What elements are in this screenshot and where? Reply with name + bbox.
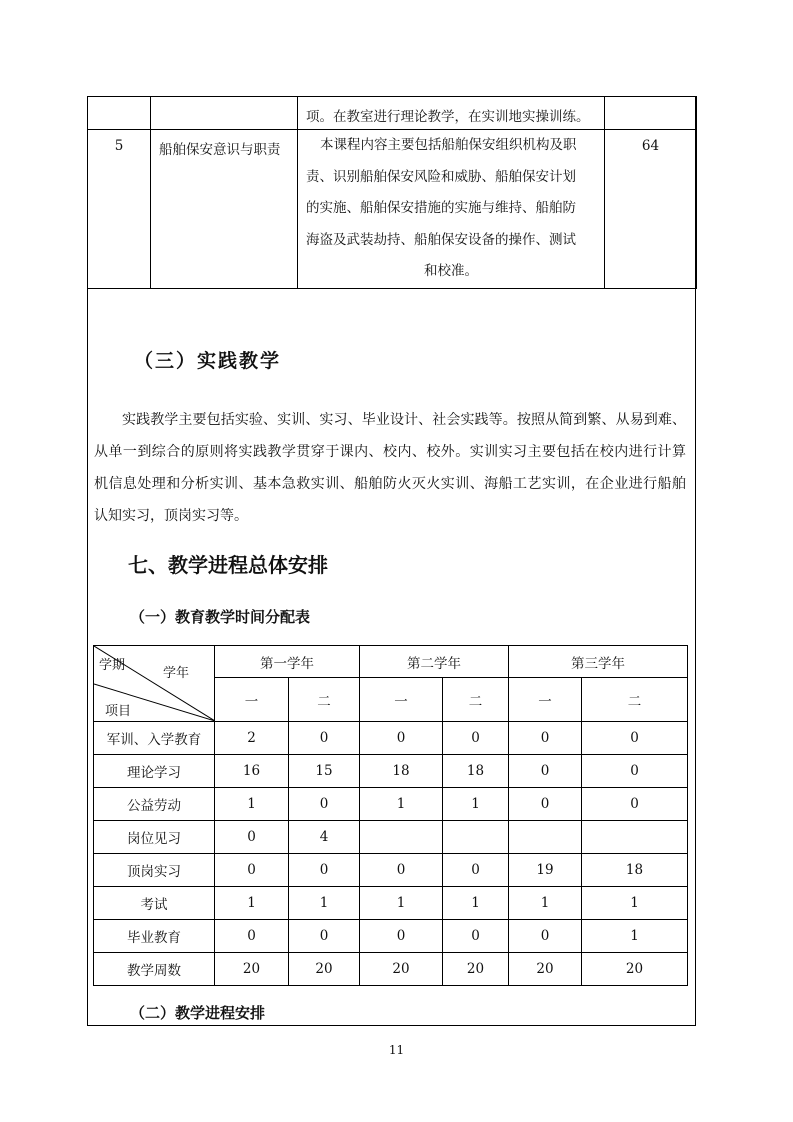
table-header-row bbox=[94, 646, 688, 678]
table-cell: 2 bbox=[215, 722, 289, 755]
table-cell: 20 bbox=[215, 953, 289, 986]
course-name bbox=[151, 97, 298, 130]
table-cell: 20 bbox=[509, 953, 582, 986]
table-cell: 4 bbox=[289, 821, 360, 854]
year-header: 第三学年 bbox=[509, 646, 688, 678]
table-row bbox=[88, 130, 697, 289]
table-cell: 1 bbox=[360, 788, 443, 821]
year-header: 第二学年 bbox=[360, 646, 509, 678]
table-cell: 1 bbox=[289, 887, 360, 920]
table-row bbox=[94, 953, 688, 986]
table-cell: 1 bbox=[443, 788, 509, 821]
table-cell bbox=[360, 821, 443, 854]
row-label: 岗位见习 bbox=[94, 821, 215, 854]
table-row bbox=[94, 788, 688, 821]
table-cell: 0 bbox=[360, 854, 443, 887]
desc-line: 本课程内容主要包括船舶保安组织机构及职 bbox=[320, 137, 577, 153]
corner-year-label: 学年 bbox=[163, 666, 190, 681]
desc-line: 和校准。 bbox=[424, 263, 478, 280]
diagonal-header-cell bbox=[94, 646, 215, 722]
table-row bbox=[94, 821, 688, 854]
table-cell: 1 bbox=[360, 887, 443, 920]
table-cell: 0 bbox=[509, 788, 582, 821]
year-header: 第一学年 bbox=[215, 646, 360, 678]
course-table bbox=[87, 96, 697, 289]
table-cell: 0 bbox=[215, 920, 289, 953]
table-cell: 0 bbox=[582, 722, 688, 755]
table-cell: 1 bbox=[443, 887, 509, 920]
table-row bbox=[94, 920, 688, 953]
term-header: 二 bbox=[443, 678, 509, 722]
table-row bbox=[94, 722, 688, 755]
table-cell: 0 bbox=[289, 920, 360, 953]
corner-term-label: 学期 bbox=[99, 658, 126, 673]
table-cell: 1 bbox=[582, 920, 688, 953]
table-cell: 0 bbox=[509, 722, 582, 755]
table-cell: 0 bbox=[582, 788, 688, 821]
table-cell: 19 bbox=[509, 854, 582, 887]
table-cell bbox=[509, 821, 582, 854]
table-cell: 1 bbox=[215, 788, 289, 821]
row-label: 顶岗实习 bbox=[94, 854, 215, 887]
table-cell: 18 bbox=[582, 854, 688, 887]
subsection-heading: （一）教育教学时间分配表 bbox=[130, 608, 311, 626]
table-cell bbox=[582, 821, 688, 854]
term-header: 二 bbox=[289, 678, 360, 722]
table-cell: 0 bbox=[215, 821, 289, 854]
time-allocation-table bbox=[93, 645, 688, 986]
section-heading: 七、教学进程总体安排 bbox=[128, 553, 328, 577]
paragraph-line: 实践教学主要包括实验、实训、实习、毕业设计、社会实践等。按照从简到繁、从易到难、 bbox=[122, 412, 686, 428]
table-cell bbox=[443, 821, 509, 854]
table-row bbox=[94, 887, 688, 920]
table-cell: 20 bbox=[289, 953, 360, 986]
table-cell: 0 bbox=[289, 854, 360, 887]
corner-item-label: 项目 bbox=[105, 704, 132, 719]
table-cell: 18 bbox=[360, 755, 443, 788]
table-cell: 0 bbox=[509, 755, 582, 788]
table-cell: 0 bbox=[443, 920, 509, 953]
table-cell: 1 bbox=[509, 887, 582, 920]
course-desc bbox=[298, 130, 605, 289]
course-desc bbox=[298, 97, 605, 130]
table-cell: 1 bbox=[582, 887, 688, 920]
table-cell: 0 bbox=[360, 920, 443, 953]
table-row bbox=[94, 755, 688, 788]
paragraph-line: 机信息处理和分析实训、基本急救实训、船舶防火灭火实训、海船工艺实训，在企业进行船舶 bbox=[94, 476, 686, 492]
table-cell: 0 bbox=[509, 920, 582, 953]
table-cell: 0 bbox=[443, 722, 509, 755]
term-header: 一 bbox=[215, 678, 289, 722]
row-label: 公益劳动 bbox=[94, 788, 215, 821]
paragraph-line: 认知实习，顶岗实习等。 bbox=[94, 508, 248, 524]
table-cell: 0 bbox=[215, 854, 289, 887]
table-cell: 0 bbox=[360, 722, 443, 755]
row-label: 理论学习 bbox=[94, 755, 215, 788]
desc-line: 海盗及武装劫持、船舶保安设备的操作、测试 bbox=[306, 231, 576, 248]
course-no: 5 bbox=[88, 130, 151, 289]
desc-line: 项。在教室进行理论教学，在实训地实操训练。 bbox=[306, 109, 590, 125]
desc-line: 责、识别船舶保安风险和威胁、船舶保安计划 bbox=[306, 168, 576, 185]
table-cell: 0 bbox=[582, 755, 688, 788]
course-hours bbox=[605, 97, 697, 130]
practice-heading: （三）实践教学 bbox=[134, 350, 282, 372]
term-header: 一 bbox=[360, 678, 443, 722]
time-table-body bbox=[94, 722, 688, 986]
paragraph-line: 从单一到综合的原则将实践教学贯穿于课内、校内、校外。实训实习主要包括在校内进行计算 bbox=[94, 444, 686, 460]
table-cell: 20 bbox=[582, 953, 688, 986]
practice-paragraph bbox=[94, 404, 686, 532]
term-header: 一 bbox=[509, 678, 582, 722]
term-header: 二 bbox=[582, 678, 688, 722]
course-name: 船舶保安意识与职责 bbox=[151, 130, 298, 289]
table-cell: 18 bbox=[443, 755, 509, 788]
page-number: 11 bbox=[388, 1043, 405, 1057]
table-cell: 0 bbox=[289, 722, 360, 755]
table-cell: 15 bbox=[289, 755, 360, 788]
table-cell: 16 bbox=[215, 755, 289, 788]
row-label: 考试 bbox=[94, 887, 215, 920]
row-label: 军训、入学教育 bbox=[94, 722, 215, 755]
table-cell: 1 bbox=[215, 887, 289, 920]
row-label: 教学周数 bbox=[94, 953, 215, 986]
table-row bbox=[88, 97, 697, 130]
subsection-heading: （二）教学进程安排 bbox=[130, 1004, 266, 1022]
desc-line: 的实施、船舶保安措施的实施与维持、船舶防 bbox=[306, 200, 576, 217]
table-cell: 0 bbox=[443, 854, 509, 887]
course-no bbox=[88, 97, 151, 130]
course-hours: 64 bbox=[605, 130, 697, 289]
table-row bbox=[94, 854, 688, 887]
table-cell: 20 bbox=[360, 953, 443, 986]
row-label: 毕业教育 bbox=[94, 920, 215, 953]
table-cell: 20 bbox=[443, 953, 509, 986]
table-cell: 0 bbox=[289, 788, 360, 821]
